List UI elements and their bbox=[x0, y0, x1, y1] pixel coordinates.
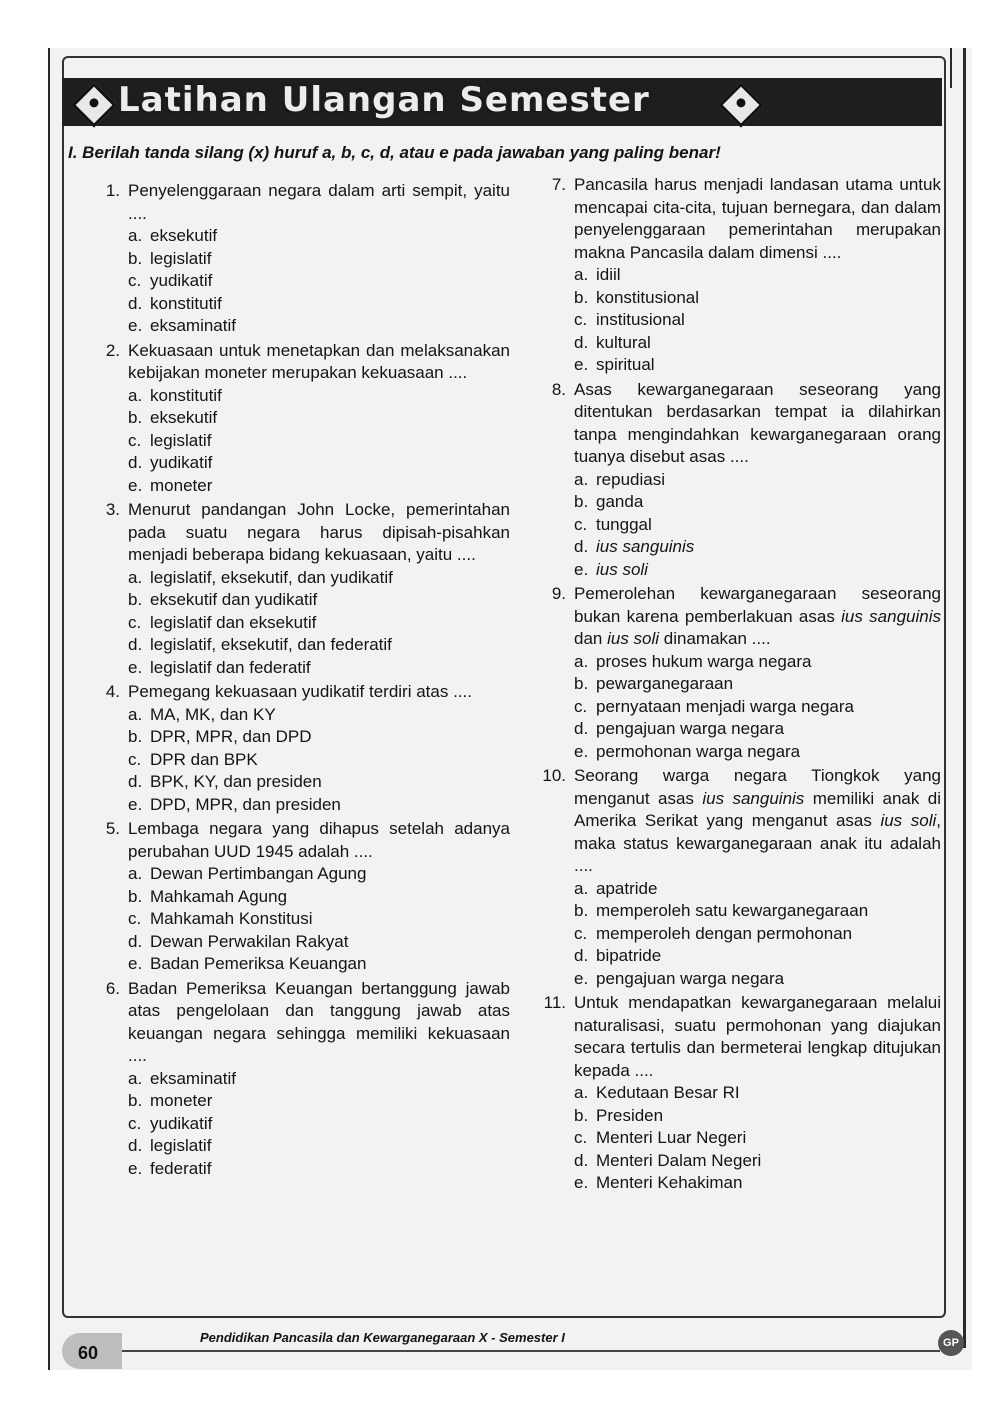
question-text-part: Pemerolehan kewarganegaraan seseorang bukan karena pemberlakuan asas bbox=[574, 584, 941, 626]
option-letter: c. bbox=[128, 612, 142, 632]
option-text: Menteri Dalam Negeri bbox=[596, 1150, 762, 1170]
option-text: MA, MK, dan KY bbox=[150, 704, 276, 724]
option-text: apatride bbox=[596, 878, 658, 898]
question-body bbox=[128, 978, 510, 1181]
option-letter: c. bbox=[574, 696, 588, 716]
question-number: 6. bbox=[105, 978, 120, 998]
option-text: moneter bbox=[150, 1091, 213, 1110]
question-text bbox=[574, 765, 941, 878]
answer-option[interactable] bbox=[128, 270, 510, 293]
option-letter: c. bbox=[574, 514, 588, 534]
question-item bbox=[90, 818, 510, 976]
answer-option[interactable] bbox=[574, 718, 941, 741]
option-text: eksekutif bbox=[150, 408, 218, 427]
option-letter: d. bbox=[128, 1136, 143, 1155]
answer-option[interactable] bbox=[128, 567, 510, 590]
question-text: Lembaga negara yang dihapus setelah adanya perubahan UUD 1945 adalah .... bbox=[128, 819, 510, 861]
option-text: Menteri Luar Negeri bbox=[596, 1128, 747, 1147]
answer-option[interactable] bbox=[128, 1090, 510, 1113]
option-letter: c. bbox=[128, 271, 142, 290]
question-text: Menurut pandangan John Locke, pemerintahan pada suatu negara harus dipisah-pisahkan menjadi beberapa bidang kekuasaan, yaitu .... bbox=[128, 500, 510, 564]
question-text-part: ius sanguinis bbox=[841, 606, 941, 626]
answer-option[interactable] bbox=[128, 886, 510, 909]
option-letter: c. bbox=[128, 1113, 142, 1133]
option-text: permohonan warga negara bbox=[596, 741, 801, 761]
option-text: legislatif bbox=[150, 248, 212, 268]
answer-option[interactable] bbox=[574, 309, 941, 332]
option-letter: d. bbox=[574, 1150, 589, 1170]
answer-option[interactable] bbox=[574, 741, 941, 764]
question-item bbox=[536, 174, 941, 377]
option-letter: e. bbox=[574, 355, 589, 374]
question-text: Kekuasaan untuk menetapkan dan melaksanakan kebijakan moneter merupakan kekuasaan .... bbox=[128, 340, 510, 382]
question-number: 1. bbox=[105, 181, 120, 200]
option-letter: d. bbox=[128, 772, 143, 791]
question-text: Badan Pemeriksa Keuangan bertanggung jawab atas pengelolaan dan tanggung jawab atas keuangan negara sehingga memiliki kekuasaan .... bbox=[128, 978, 510, 1065]
question-number: 7. bbox=[551, 175, 566, 194]
option-text: kultural bbox=[596, 332, 651, 352]
question-item bbox=[536, 992, 941, 1195]
answer-option[interactable] bbox=[574, 264, 941, 287]
question-text: Pancasila harus menjadi landasan utama untuk mencapai cita-cita, tujuan bernegara, dan dalam penyelenggaraan pemerintahan merupakan makna Pancasila dalam dimensi .... bbox=[574, 175, 941, 262]
book-title: Pendidikan Pancasila dan Kewarganegaraan X - Semester I bbox=[200, 1330, 565, 1345]
question-text: Pemegang kekuasaan yudikatif terdiri atas .... bbox=[128, 682, 472, 701]
question-number: 4. bbox=[105, 682, 120, 701]
option-letter: a. bbox=[128, 1068, 143, 1088]
question-text-part: dinamakan .... bbox=[659, 629, 771, 648]
question-body bbox=[574, 379, 941, 582]
option-text: legislatif dan federatif bbox=[150, 657, 311, 677]
question-number: 11. bbox=[543, 993, 566, 1012]
answer-option[interactable] bbox=[128, 589, 510, 612]
answer-option[interactable] bbox=[128, 1113, 510, 1136]
answer-option[interactable] bbox=[574, 878, 941, 901]
option-letter: d. bbox=[574, 719, 589, 738]
question-text-part: dan bbox=[574, 629, 608, 648]
question-text-part: memiliki anak di Amerika Serikat yang menganut asas bbox=[574, 788, 942, 830]
answer-option[interactable] bbox=[128, 293, 510, 316]
answer-option[interactable] bbox=[128, 771, 510, 794]
question-item bbox=[90, 681, 510, 816]
option-text: konstitusional bbox=[596, 287, 700, 307]
answer-option[interactable] bbox=[128, 430, 510, 453]
option-text: pernyataan menjadi warga negara bbox=[596, 696, 855, 716]
option-text: yudikatif bbox=[150, 453, 213, 472]
question-body bbox=[128, 499, 510, 679]
option-text: yudikatif bbox=[150, 1113, 213, 1133]
answer-option[interactable] bbox=[574, 945, 941, 968]
option-letter: e. bbox=[574, 1173, 589, 1192]
option-letter: b. bbox=[128, 408, 143, 427]
option-text: ganda bbox=[596, 492, 644, 511]
option-letter: b. bbox=[128, 590, 143, 609]
option-text: legislatif bbox=[150, 1136, 212, 1155]
option-letter: c. bbox=[574, 1128, 588, 1147]
answer-option[interactable] bbox=[128, 794, 510, 817]
question-item bbox=[536, 583, 941, 763]
question-text-part: ius soli bbox=[880, 811, 937, 830]
answer-option[interactable] bbox=[574, 491, 941, 514]
option-text: eksekutif bbox=[150, 226, 218, 245]
answer-option[interactable] bbox=[128, 1068, 510, 1091]
option-text: pengajuan warga negara bbox=[596, 719, 785, 738]
question-body bbox=[128, 818, 510, 976]
publisher-logo: GP bbox=[938, 1330, 964, 1356]
question-body bbox=[128, 340, 510, 498]
answer-option[interactable] bbox=[128, 315, 510, 338]
option-text: Mahkamah Agung bbox=[150, 886, 288, 906]
option-letter: e. bbox=[574, 741, 589, 761]
page-edge-rule bbox=[963, 48, 966, 1348]
answer-option[interactable] bbox=[128, 953, 510, 976]
answer-option[interactable] bbox=[128, 726, 510, 749]
option-text: Dewan Pertimbangan Agung bbox=[150, 864, 367, 883]
option-text: konstitutif bbox=[150, 293, 222, 313]
option-letter: a. bbox=[574, 878, 589, 898]
answer-option[interactable] bbox=[574, 1082, 941, 1105]
answer-option[interactable] bbox=[574, 1127, 941, 1150]
option-text: DPR dan BPK bbox=[150, 749, 258, 769]
question-item bbox=[90, 340, 510, 498]
answer-option[interactable] bbox=[128, 385, 510, 408]
page-title: Latihan Ulangan Semester bbox=[118, 80, 650, 120]
option-text: Kedutaan Besar RI bbox=[596, 1083, 740, 1102]
option-text: Menteri Kehakiman bbox=[596, 1173, 743, 1192]
question-item bbox=[536, 765, 941, 990]
answer-option[interactable] bbox=[574, 354, 941, 377]
option-letter: c. bbox=[128, 909, 142, 928]
option-text: federatif bbox=[150, 1158, 212, 1178]
answer-option[interactable] bbox=[574, 469, 941, 492]
answer-option[interactable] bbox=[128, 1158, 510, 1181]
option-letter: d. bbox=[574, 332, 589, 352]
option-text: spiritual bbox=[596, 355, 655, 374]
question-text-part: ius sanguinis bbox=[702, 788, 805, 808]
option-text: ius sanguinis bbox=[596, 537, 695, 556]
option-text: bipatride bbox=[596, 946, 662, 965]
answer-option[interactable] bbox=[128, 704, 510, 727]
answer-option[interactable] bbox=[574, 559, 941, 582]
option-letter: b. bbox=[574, 1105, 589, 1125]
option-text: eksekutif dan yudikatif bbox=[150, 590, 318, 609]
question-body bbox=[574, 174, 941, 377]
option-text: Presiden bbox=[596, 1105, 664, 1125]
option-letter: d. bbox=[128, 453, 143, 472]
answer-option[interactable] bbox=[574, 651, 941, 674]
question-text: Asas kewarganegaraan seseorang yang ditentukan berdasarkan tempat ia dilahirkan tanpa mengindahkan kewarganegaraan orang tuanya disebut asas .... bbox=[574, 379, 941, 466]
question-body bbox=[128, 180, 510, 338]
question-item bbox=[90, 180, 510, 338]
option-letter: c. bbox=[574, 923, 588, 943]
option-letter: a. bbox=[128, 567, 143, 587]
option-text: eksaminatif bbox=[150, 316, 236, 335]
option-letter: b. bbox=[574, 674, 589, 693]
answer-option[interactable] bbox=[128, 248, 510, 271]
answer-option[interactable] bbox=[128, 225, 510, 248]
answer-option[interactable] bbox=[128, 1135, 510, 1158]
answer-option[interactable] bbox=[574, 923, 941, 946]
option-letter: e. bbox=[128, 475, 143, 495]
option-letter: c. bbox=[128, 430, 142, 450]
option-text: Dewan Perwakilan Rakyat bbox=[150, 931, 349, 951]
option-text: ius soli bbox=[596, 559, 648, 579]
option-text: legislatif dan eksekutif bbox=[150, 612, 317, 632]
option-letter: a. bbox=[574, 651, 589, 671]
option-letter: e. bbox=[128, 657, 143, 677]
answer-option[interactable] bbox=[128, 931, 510, 954]
option-letter: a. bbox=[128, 385, 143, 405]
option-text: proses hukum warga negara bbox=[596, 651, 812, 671]
option-text: konstitutif bbox=[150, 385, 222, 405]
option-text: Badan Pemeriksa Keuangan bbox=[150, 954, 367, 973]
option-letter: c. bbox=[574, 310, 588, 329]
questions-right-column bbox=[536, 174, 941, 1197]
answer-option[interactable] bbox=[128, 612, 510, 635]
question-body bbox=[128, 681, 510, 816]
answer-option[interactable] bbox=[574, 536, 941, 559]
question-body bbox=[574, 583, 941, 763]
option-text: Mahkamah Konstitusi bbox=[150, 909, 313, 928]
question-number: 8. bbox=[551, 379, 566, 399]
answer-option[interactable] bbox=[574, 514, 941, 537]
option-text: legislatif bbox=[150, 430, 212, 450]
option-letter: d. bbox=[574, 537, 589, 556]
question-text: Untuk mendapatkan kewarganegaraan melalui naturalisasi, suatu permohonan yang diajukan secara tertulis dan bermeterai lengkap ditujukan kepada .... bbox=[574, 993, 941, 1080]
option-letter: e. bbox=[128, 1158, 143, 1178]
option-letter: b. bbox=[128, 1091, 143, 1110]
option-letter: d. bbox=[128, 293, 143, 313]
option-text: pengajuan warga negara bbox=[596, 968, 785, 988]
answer-option[interactable] bbox=[128, 634, 510, 657]
option-letter: a. bbox=[574, 1083, 589, 1102]
question-item bbox=[536, 379, 941, 582]
question-text-part: , maka status kewarganegaraan anak itu adalah .... bbox=[574, 811, 941, 875]
question-number: 2. bbox=[105, 340, 120, 360]
answer-option[interactable] bbox=[574, 1150, 941, 1173]
footer-rule bbox=[120, 1350, 940, 1352]
option-letter: d. bbox=[128, 635, 143, 654]
option-letter: a. bbox=[128, 864, 143, 883]
option-text: pewarganegaraan bbox=[596, 674, 734, 693]
answer-option[interactable] bbox=[574, 696, 941, 719]
option-letter: b. bbox=[128, 727, 143, 746]
option-letter: e. bbox=[128, 954, 143, 973]
option-text: legislatif, eksekutif, dan federatif bbox=[150, 635, 392, 654]
answer-option[interactable] bbox=[574, 1105, 941, 1128]
option-text: DPD, MPR, dan presiden bbox=[150, 794, 341, 814]
option-letter: a. bbox=[128, 226, 143, 245]
question-item bbox=[90, 978, 510, 1181]
question-number: 5. bbox=[105, 819, 120, 838]
answer-option[interactable] bbox=[574, 673, 941, 696]
option-text: institusional bbox=[596, 310, 685, 329]
question-text: Penyelenggaraan negara dalam arti sempit, yaitu .... bbox=[128, 181, 510, 223]
question-number: 9. bbox=[551, 584, 566, 603]
option-letter: a. bbox=[574, 265, 589, 284]
option-letter: d. bbox=[574, 946, 589, 965]
question-item bbox=[90, 499, 510, 679]
option-text: DPR, MPR, dan DPD bbox=[150, 727, 312, 746]
question-text-part: Seorang warga negara Tiongkok yang menganut asas bbox=[574, 766, 941, 808]
answer-option[interactable] bbox=[574, 968, 941, 991]
answer-option[interactable] bbox=[128, 475, 510, 498]
answer-option[interactable] bbox=[128, 657, 510, 680]
answer-option[interactable] bbox=[128, 407, 510, 430]
option-letter: e. bbox=[574, 559, 589, 579]
answer-option[interactable] bbox=[128, 452, 510, 475]
option-text: legislatif, eksekutif, dan yudikatif bbox=[150, 567, 393, 587]
option-letter: e. bbox=[574, 968, 589, 988]
option-text: eksaminatif bbox=[150, 1068, 236, 1088]
question-text-part: ius soli bbox=[607, 629, 660, 648]
instruction-text: I. Berilah tanda silang (x) huruf a, b, c, d, atau e pada jawaban yang paling benar! bbox=[68, 143, 721, 162]
option-letter: e. bbox=[128, 794, 143, 814]
questions-left-column bbox=[90, 180, 510, 1182]
question-text bbox=[574, 583, 941, 651]
option-text: tunggal bbox=[596, 514, 652, 534]
option-letter: a. bbox=[128, 704, 143, 724]
option-text: memperoleh dengan permohonan bbox=[596, 923, 853, 943]
option-letter: b. bbox=[574, 492, 589, 511]
page-edge-rule-short bbox=[950, 48, 952, 88]
answer-option[interactable] bbox=[128, 863, 510, 886]
option-letter: b. bbox=[128, 886, 143, 906]
option-text: BPK, KY, dan presiden bbox=[150, 772, 322, 791]
question-number: 3. bbox=[105, 500, 120, 519]
answer-option[interactable] bbox=[128, 908, 510, 931]
question-body bbox=[574, 765, 941, 990]
answer-option[interactable] bbox=[574, 1172, 941, 1195]
option-letter: c. bbox=[128, 749, 142, 769]
answer-option[interactable] bbox=[574, 900, 941, 923]
option-text: moneter bbox=[150, 475, 213, 495]
option-letter: b. bbox=[128, 248, 143, 268]
option-letter: d. bbox=[128, 931, 143, 951]
option-text: memperoleh satu kewarganegaraan bbox=[596, 901, 869, 920]
option-text: idiil bbox=[596, 265, 621, 284]
option-letter: a. bbox=[574, 469, 589, 489]
answer-option[interactable] bbox=[574, 332, 941, 355]
question-body bbox=[574, 992, 941, 1195]
option-text: yudikatif bbox=[150, 271, 213, 290]
option-letter: b. bbox=[574, 901, 589, 920]
answer-option[interactable] bbox=[128, 749, 510, 772]
option-letter: b. bbox=[574, 287, 589, 307]
option-text: repudiasi bbox=[596, 469, 665, 489]
question-number: 10. bbox=[542, 766, 566, 785]
page-number: 60 bbox=[78, 1343, 99, 1363]
option-letter: e. bbox=[128, 316, 143, 335]
answer-option[interactable] bbox=[574, 287, 941, 310]
